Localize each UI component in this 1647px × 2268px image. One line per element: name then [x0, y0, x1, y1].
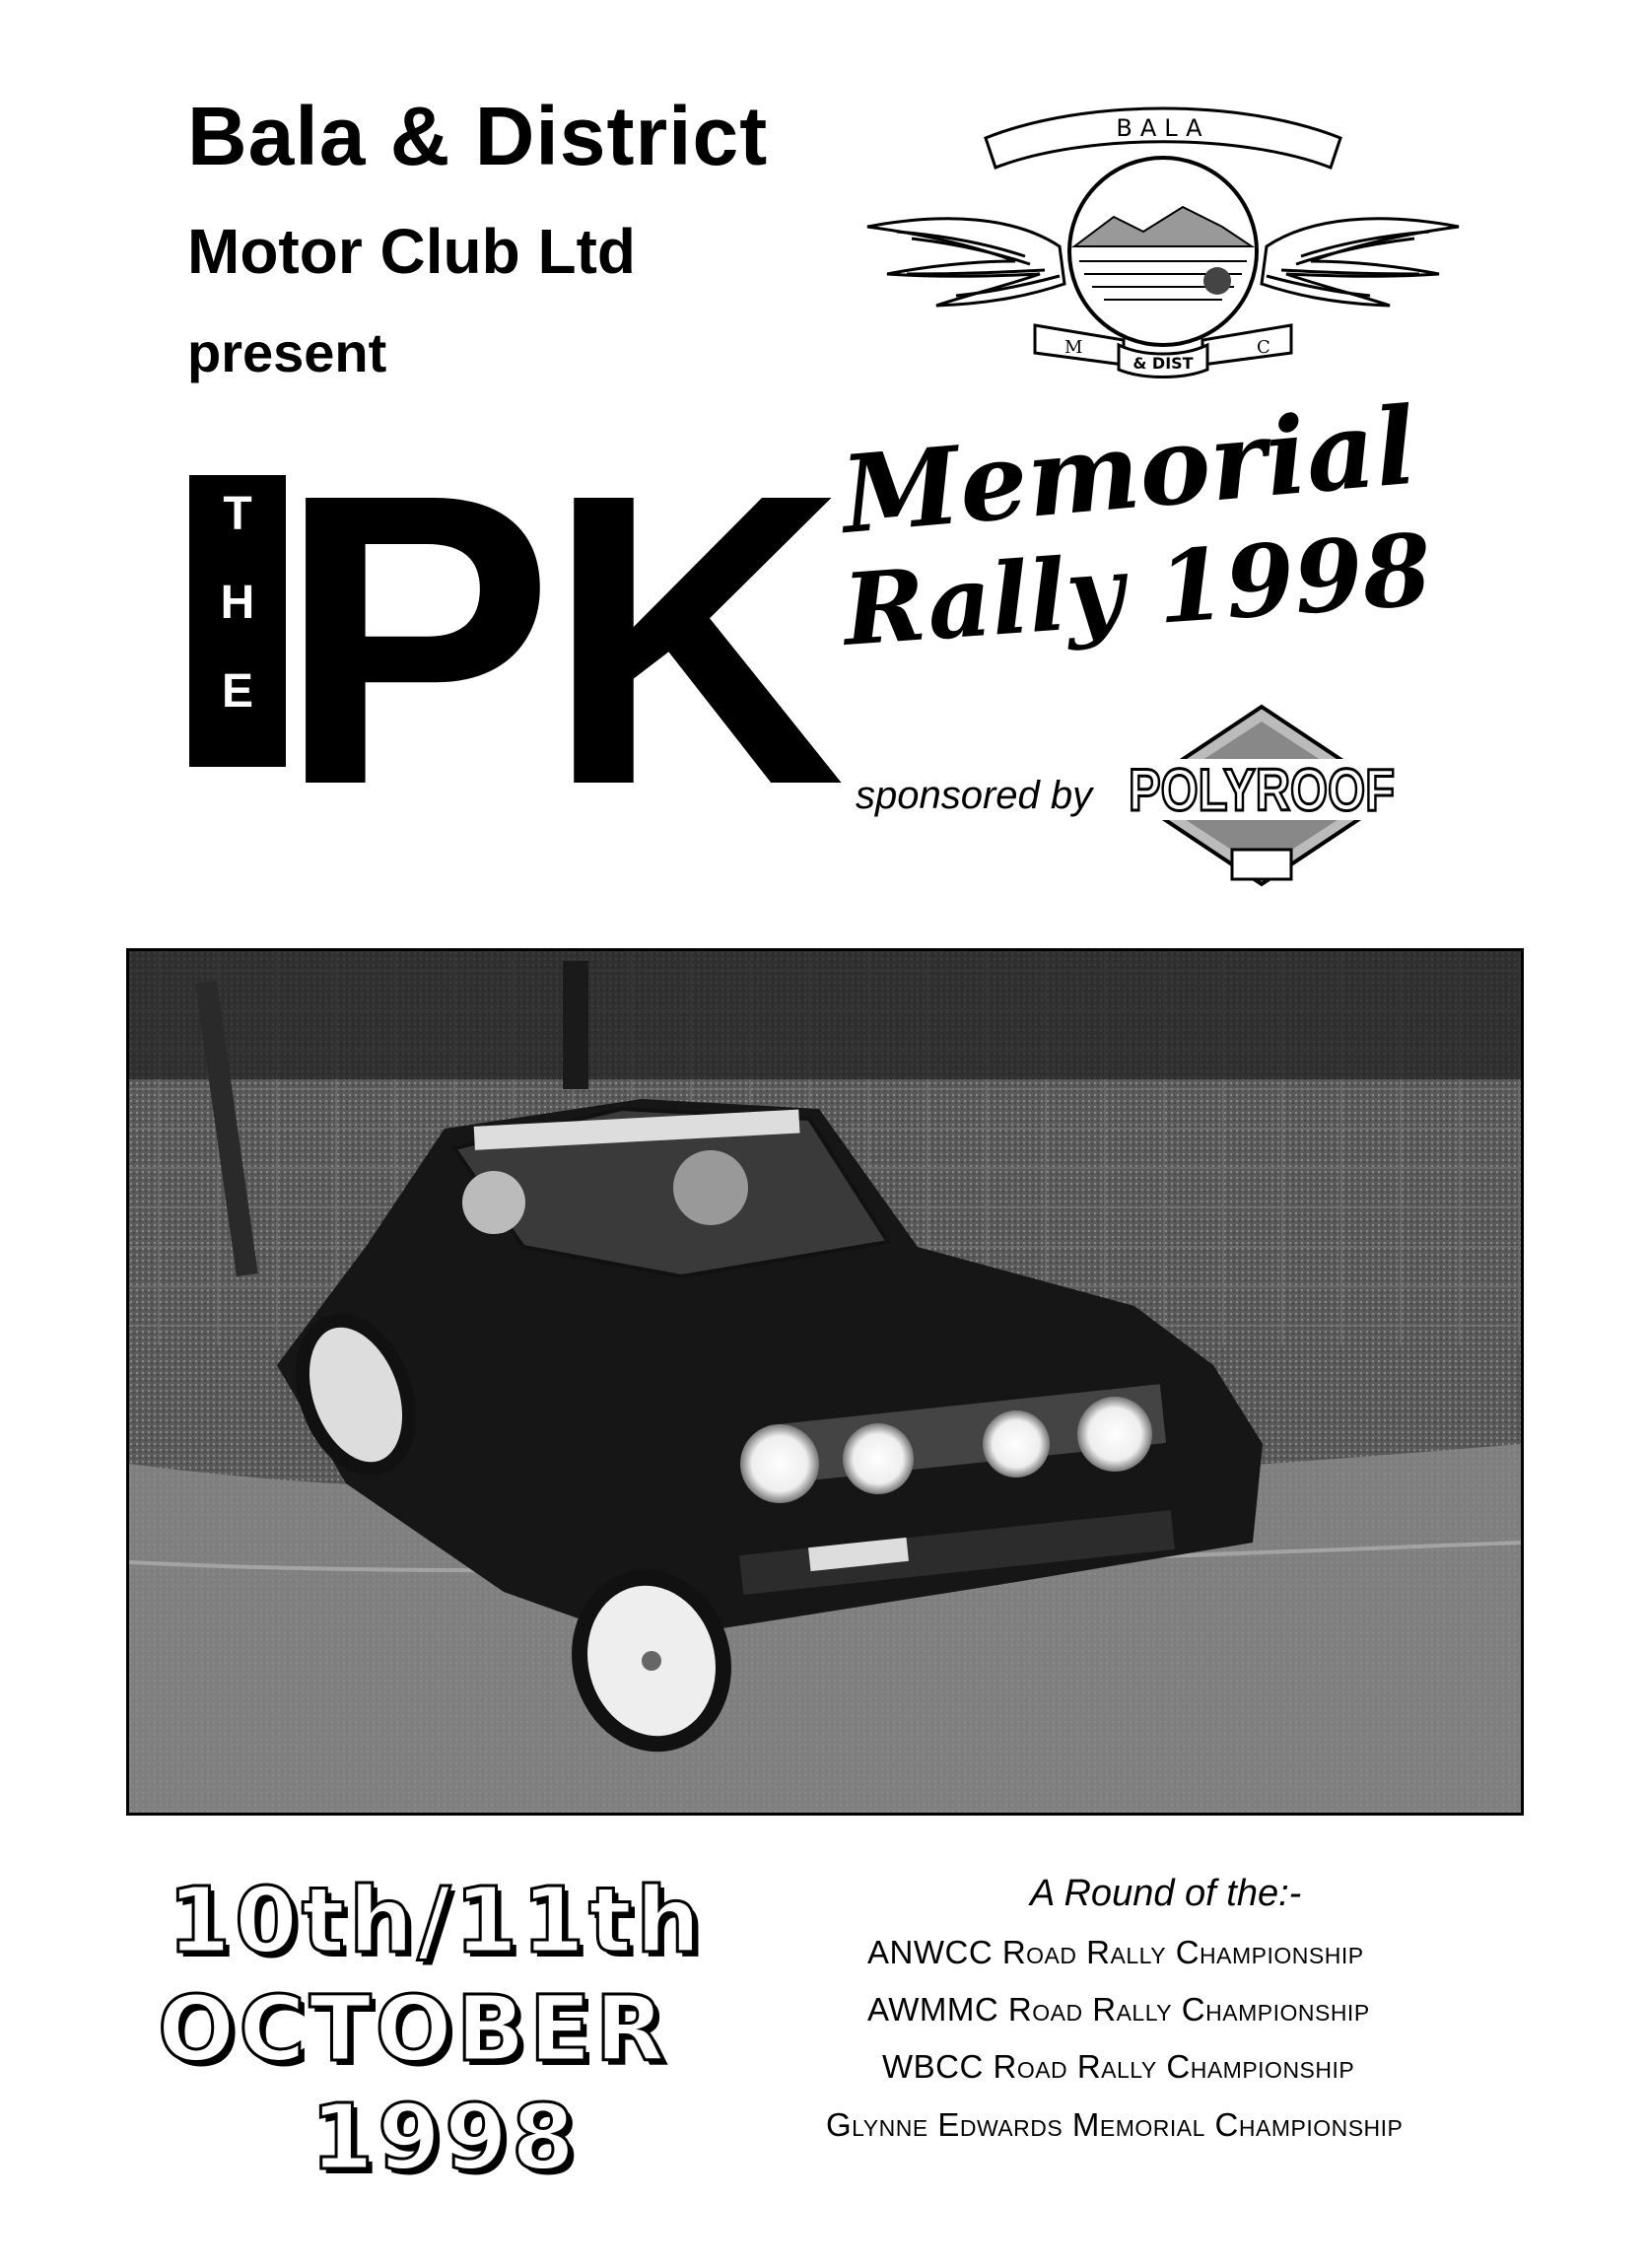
club-name-line1: Bala & District [187, 90, 769, 182]
rally-car-image [129, 951, 1521, 1813]
logo-bottom-text: & DIST [1132, 354, 1194, 373]
championship-item: Glynne Edwards Memorial Championship [826, 2106, 1404, 2143]
rally-year-title: Rally 1998 [839, 511, 1435, 668]
pole-middle [563, 961, 588, 1089]
present-label: present [187, 321, 387, 383]
headlight-1 [740, 1424, 819, 1503]
co-driver-helmet [462, 1171, 525, 1234]
front-wheel-hub [642, 1651, 661, 1671]
memorial-title: Memorial [837, 383, 1421, 558]
headlight-4 [1077, 1397, 1152, 1472]
championship-item: AWMMC Road Rally Championship [867, 1991, 1370, 2027]
tree [1203, 267, 1231, 295]
the-letter-t: T [223, 488, 252, 540]
championship-item: ANWCC Road Rally Championship [867, 1934, 1364, 1970]
the-letter-e: E [221, 665, 253, 718]
championship-round-title: A Round of the:- [1030, 1873, 1302, 1914]
date-month: OCTOBER [158, 1976, 669, 2082]
rally-car-photo [126, 948, 1524, 1816]
night-sky [129, 951, 1521, 1079]
right-plaque [1202, 325, 1291, 365]
sponsor-name: POLYROOF [1129, 757, 1395, 823]
sponsor-logo [1124, 702, 1400, 889]
club-logo [867, 99, 1459, 379]
headlight-3 [983, 1410, 1050, 1478]
pk-title: PK [278, 409, 838, 871]
date-days: 10th/11th [168, 1868, 705, 1973]
headlight-2 [843, 1423, 914, 1494]
date-year: 1998 [310, 2085, 580, 2190]
driver-head [673, 1150, 748, 1225]
sponsored-by-label: sponsored by [856, 774, 1093, 817]
right-wing [1262, 219, 1459, 306]
logo-circle [1069, 158, 1257, 345]
club-name-line2: Motor Club Ltd [187, 216, 636, 287]
logo-left-text: M [1064, 337, 1083, 358]
logo-top-text: BALA [1116, 114, 1210, 142]
logo-right-text: C [1257, 337, 1270, 358]
sponsor-box-icon [1232, 850, 1291, 879]
championship-item: WBCC Road Rally Championship [882, 2048, 1355, 2085]
the-letter-h: H [220, 577, 255, 629]
the-block [189, 475, 286, 767]
left-wing [867, 219, 1064, 306]
